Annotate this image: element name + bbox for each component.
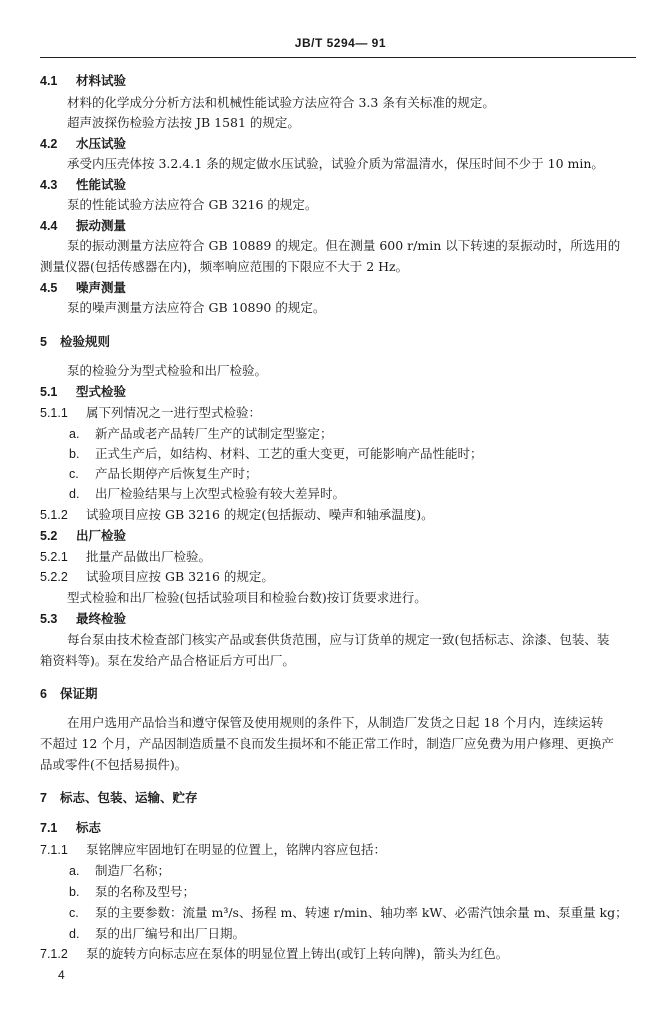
section-4-3-para-1: 泵的性能试验方法应符合 GB 3216 的规定。 [67, 197, 318, 212]
section-4-4-para-1: 泵的振动测量方法应符合 GB 10889 的规定。但在测量 600 r/min 以下转速的泵振动时，所选用的 [67, 238, 621, 253]
section-4-3-heading: 4.3 性能试验 [40, 177, 127, 192]
section-4-4-para-1-cont: 测量仪器(包括传感器在内)，频率响应范围的下限应不大于 2 Hz。 [40, 259, 409, 274]
section-5-3-para-1: 每台泵由技术检查部门核实产品或套供货范围，应与订货单的规定一致(包括标志、涂漆、包装、装 [67, 632, 610, 647]
section-5-2-1: 5.2.1 批量产品做出厂检验。 [40, 549, 212, 564]
section-4-4-heading: 4.4 振动测量 [40, 218, 127, 233]
section-7-heading: 7 标志、包装、运输、贮存 [40, 790, 198, 805]
page-number: 4 [58, 968, 65, 982]
section-7-1-2: 7.1.2 泵的旋转方向标志应在泵体的明显位置上铸出(或钉上转向牌)，箭头为红色。 [40, 946, 509, 961]
section-5-1-heading: 5.1 型式检验 [40, 384, 127, 399]
section-4-1-heading: 4.1 材料试验 [40, 73, 127, 88]
section-4-5-para-1: 泵的噪声测量方法应符合 GB 10890 的规定。 [67, 300, 326, 315]
header-rule [40, 57, 636, 58]
section-5-3-heading: 5.3 最终检验 [40, 611, 127, 626]
section-5-2-heading: 5.2 出厂检验 [40, 528, 127, 543]
list-item: a. 新产品或老产品转厂生产的试制定型鉴定； [69, 426, 333, 441]
list-item: d. 出厂检验结果与上次型式检验有较大差异时。 [69, 486, 346, 501]
list-item: c. 泵的主要参数：流量 m³/s、扬程 m、转速 r/min、轴功率 kW、必需汽蚀余量 m、泵重量 kg； [69, 905, 628, 920]
section-4-5-heading: 4.5 噪声测量 [40, 280, 127, 295]
section-5-2-para: 型式检验和出厂检验(包括试验项目和检验台数)按订货要求进行。 [67, 590, 427, 605]
section-6-para-1-cont: 不超过 12 个月，产品因制造质量不良而发生损坏和不能正常工作时，制造厂应免费为用户修理、更换产 [40, 736, 614, 751]
list-item: c. 产品长期停产后恢复生产时； [69, 466, 258, 481]
list-item: d. 泵的出厂编号和出厂日期。 [69, 926, 246, 941]
standard-code-header: JB/T 5294— 91 [294, 36, 386, 50]
section-6-para-1: 在用户选用产品恰当和遵守保管及使用规则的条件下，从制造厂发货之日起 18 个月内，连续运转 [67, 715, 604, 730]
list-item: a. 制造厂名称； [69, 863, 171, 878]
section-4-1-para-1: 材料的化学成分分析方法和机械性能试验方法应符合 3.3 条有关标准的规定。 [67, 95, 495, 110]
list-item: b. 正式生产后，如结构、材料、工艺的重大变更，可能影响产品性能时； [69, 446, 483, 461]
section-4-2-heading: 4.2 水压试验 [40, 136, 127, 151]
section-6-para-1-end: 品或零件(不包括易损件)。 [40, 757, 188, 772]
section-7-1-1: 7.1.1 泵铭牌应牢固地钉在明显的位置上，铭牌内容应包括： [40, 842, 387, 857]
list-item: b. 泵的名称及型号； [69, 884, 196, 899]
section-5-heading: 5 检验规则 [40, 334, 111, 349]
section-4-2-para-1: 承受内压壳体按 3.2.4.1 条的规定做水压试验，试验介质为常温清水，保压时间不少于 10 min。 [67, 156, 604, 171]
section-5-3-para-1-cont: 箱资料等)。泵在发给产品合格证后方可出厂。 [40, 653, 295, 668]
section-6-heading: 6 保证期 [40, 686, 98, 701]
section-5-para-1: 泵的检验分为型式检验和出厂检验。 [67, 363, 268, 378]
section-5-2-2: 5.2.2 试验项目应按 GB 3216 的规定。 [40, 569, 274, 584]
section-4-1-para-2: 超声波探伤检验方法按 JB 1581 的规定。 [67, 115, 300, 130]
section-5-1-2: 5.1.2 试验项目应按 GB 3216 的规定(包括振动、噪声和轴承温度)。 [40, 507, 434, 522]
section-5-1-1: 5.1.1 属下列情况之一进行型式检验： [40, 405, 262, 420]
section-7-1-heading: 7.1 标志 [40, 820, 102, 835]
